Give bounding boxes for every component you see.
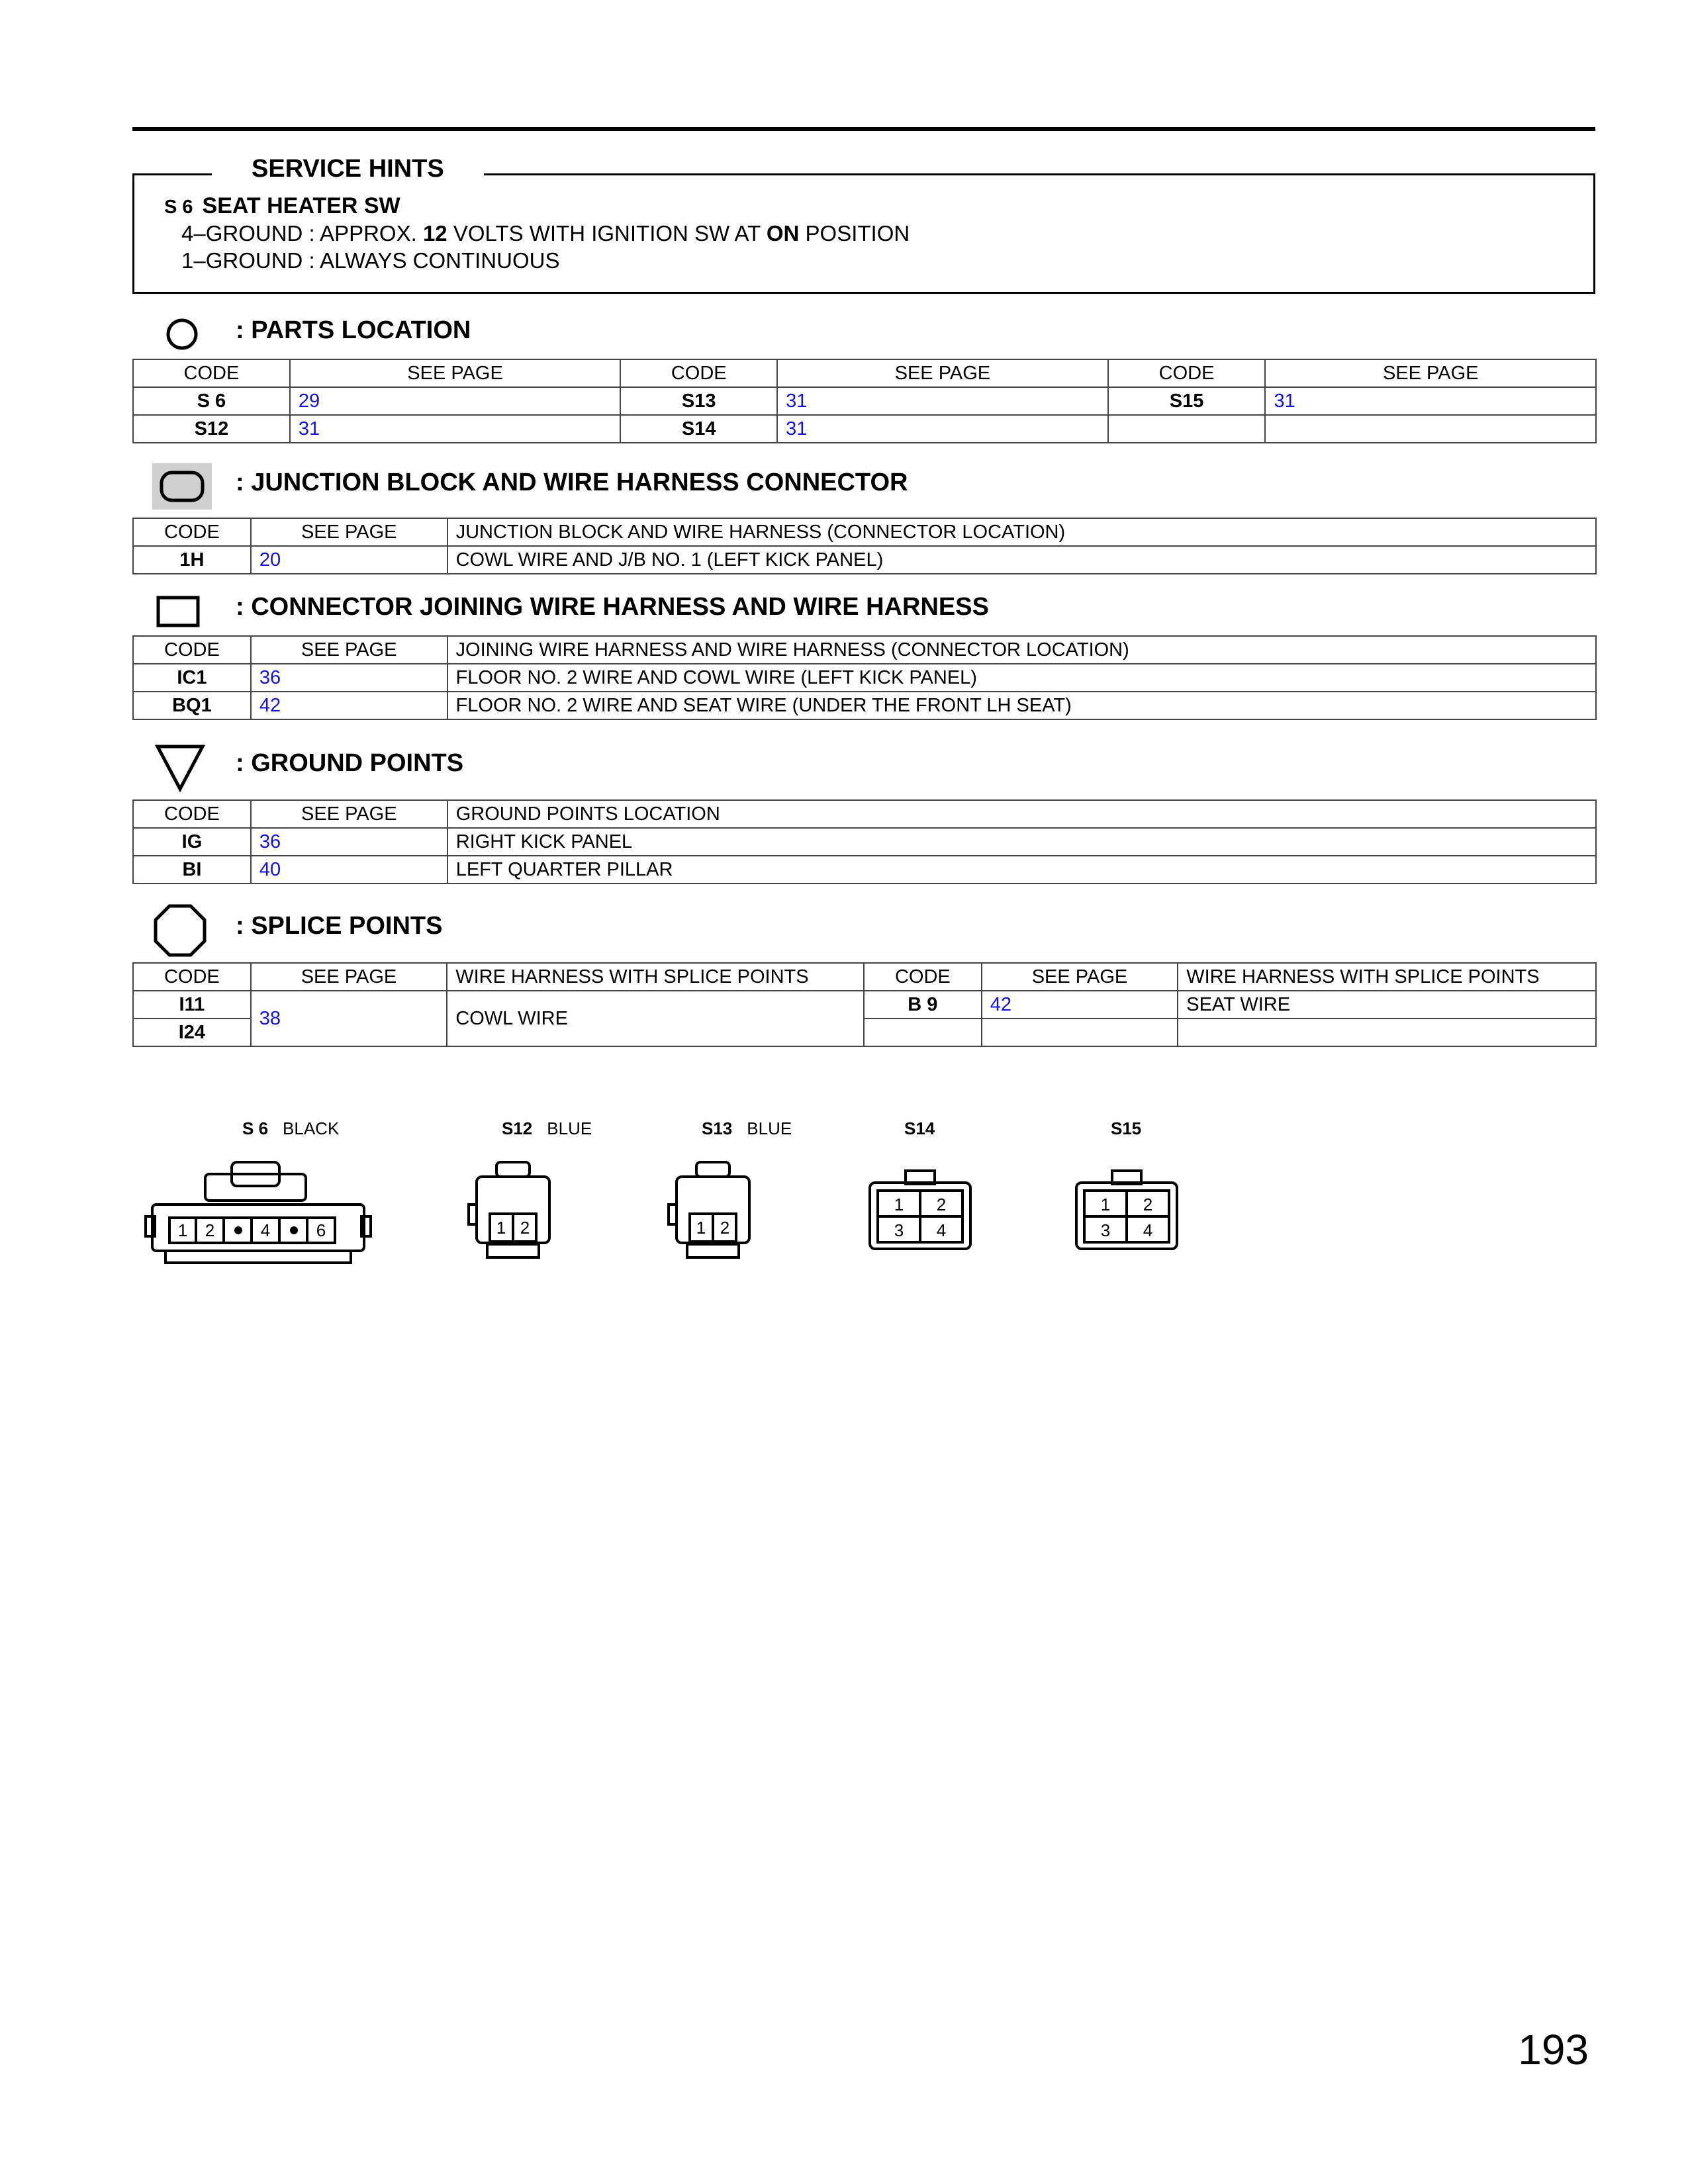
- location-cell: LEFT QUARTER PILLAR: [447, 856, 1596, 884]
- service-hints-title: SERVICE HINTS: [212, 155, 484, 183]
- connector-color: BLACK: [283, 1118, 340, 1138]
- harness-cell: SEAT WIRE: [1178, 991, 1596, 1019]
- pin-label: 4: [260, 1220, 271, 1240]
- table-header-row: [133, 636, 1596, 664]
- location-cell: RIGHT KICK PANEL: [447, 828, 1596, 856]
- pin-label: 4: [1143, 1220, 1153, 1240]
- junction-block-table: [132, 518, 1597, 574]
- splice-points-table: [132, 962, 1597, 1047]
- col-header: CODE: [133, 800, 251, 828]
- connector-code: S15: [1111, 1118, 1142, 1138]
- code-cell: S15: [1108, 387, 1266, 415]
- pin-label: 3: [1100, 1220, 1111, 1240]
- rounded-rect-icon: [152, 463, 212, 510]
- harness-cell: COWL WIRE: [447, 991, 864, 1046]
- pin-label: 6: [316, 1220, 326, 1240]
- code-cell: S 6: [133, 387, 290, 415]
- table-row: [133, 387, 1596, 415]
- col-header: CODE: [133, 636, 251, 664]
- col-header: SEE PAGE: [290, 359, 621, 387]
- ground-points-title: : GROUND POINTS: [236, 749, 464, 777]
- empty-cell: [864, 1019, 982, 1046]
- col-header: WIRE HARNESS WITH SPLICE POINTS: [1178, 963, 1596, 991]
- col-header: SEE PAGE: [251, 636, 447, 664]
- page-link[interactable]: 20: [251, 546, 447, 574]
- code-cell: I24: [133, 1019, 251, 1046]
- parts-location-title: : PARTS LOCATION: [236, 316, 471, 344]
- parts-location-table: [132, 359, 1597, 443]
- hint-line-1-mid: VOLTS WITH IGNITION SW AT: [447, 221, 767, 246]
- top-rule: [132, 127, 1595, 131]
- empty-cell: [1178, 1019, 1596, 1046]
- page-link[interactable]: 31: [290, 415, 621, 443]
- page-number: 193: [1518, 2026, 1589, 2073]
- page-link[interactable]: 29: [290, 387, 621, 415]
- pin-label: 1: [177, 1220, 188, 1240]
- page-link[interactable]: 36: [251, 828, 447, 856]
- pin-label: 1: [496, 1218, 506, 1238]
- connector-s13-label: [702, 1118, 792, 1139]
- code-cell: S12: [133, 415, 290, 443]
- page-link[interactable]: 42: [982, 991, 1178, 1019]
- page-link[interactable]: 31: [777, 415, 1108, 443]
- hint-name: SEAT HEATER SW: [202, 193, 400, 218]
- connector-s14-diagram: [867, 1168, 973, 1254]
- col-header: SEE PAGE: [982, 963, 1178, 991]
- connector-s6-diagram: [146, 1158, 371, 1271]
- code-cell: I11: [133, 991, 251, 1019]
- octagon-icon: [154, 904, 207, 957]
- table-row: [133, 415, 1596, 443]
- col-header: SEE PAGE: [1265, 359, 1596, 387]
- col-header: SEE PAGE: [251, 963, 447, 991]
- connector-code: S13: [702, 1118, 733, 1138]
- pin-label: 4: [936, 1220, 947, 1240]
- table-header-row: [133, 800, 1596, 828]
- hint-line-2: 1–GROUND : ALWAYS CONTINUOUS: [181, 248, 560, 273]
- rectangle-icon: [156, 596, 200, 627]
- col-header: CODE: [1108, 359, 1266, 387]
- connector-s12-label: [502, 1118, 592, 1139]
- table-row: [133, 692, 1596, 719]
- connector-s12-diagram: [463, 1158, 563, 1274]
- table-row: [133, 546, 1596, 574]
- connector-joining-title: : CONNECTOR JOINING WIRE HARNESS AND WIRE HARNESS: [236, 593, 989, 621]
- code-cell: 1H: [133, 546, 251, 574]
- connector-code: S14: [904, 1118, 935, 1138]
- col-header: CODE: [133, 963, 251, 991]
- table-row: [133, 991, 1596, 1019]
- page-link[interactable]: 42: [251, 692, 447, 719]
- col-header: CODE: [133, 359, 290, 387]
- code-cell: [1108, 415, 1266, 443]
- col-header: JOINING WIRE HARNESS AND WIRE HARNESS (CONNECTOR LOCATION): [447, 636, 1596, 664]
- circle-icon: [165, 318, 199, 351]
- table-header-row: [133, 518, 1596, 546]
- page-link[interactable]: 40: [251, 856, 447, 884]
- pin-label: 2: [720, 1218, 730, 1238]
- hint-line-1-voltage: 12: [422, 221, 447, 246]
- splice-points-title: : SPLICE POINTS: [236, 912, 443, 940]
- col-header: WIRE HARNESS WITH SPLICE POINTS: [447, 963, 864, 991]
- code-cell: S13: [620, 387, 777, 415]
- col-header: CODE: [133, 518, 251, 546]
- code-cell: IC1: [133, 664, 251, 692]
- col-header: SEE PAGE: [777, 359, 1108, 387]
- table-header-row: [133, 963, 1596, 991]
- table-row: [133, 856, 1596, 884]
- junction-block-title: : JUNCTION BLOCK AND WIRE HARNESS CONNECTOR: [236, 469, 908, 496]
- connector-color: BLUE: [547, 1118, 592, 1138]
- location-cell: FLOOR NO. 2 WIRE AND SEAT WIRE (UNDER THE FRONT LH SEAT): [447, 692, 1596, 719]
- location-cell: COWL WIRE AND J/B NO. 1 (LEFT KICK PANEL): [447, 546, 1596, 574]
- pin-label: 2: [205, 1220, 215, 1240]
- code-cell: S14: [620, 415, 777, 443]
- code-cell: B 9: [864, 991, 982, 1019]
- code-cell: IG: [133, 828, 251, 856]
- page-link[interactable]: 31: [1265, 387, 1596, 415]
- connector-s14-label: [904, 1118, 949, 1139]
- col-header: JUNCTION BLOCK AND WIRE HARNESS (CONNECTOR LOCATION): [447, 518, 1596, 546]
- col-header: CODE: [620, 359, 777, 387]
- col-header: CODE: [864, 963, 982, 991]
- col-header: SEE PAGE: [251, 800, 447, 828]
- page-link[interactable]: 36: [251, 664, 447, 692]
- connector-color: BLUE: [747, 1118, 792, 1138]
- pin-label: 2: [520, 1218, 530, 1238]
- pin-label: 1: [696, 1218, 706, 1238]
- pin-label: 1: [894, 1195, 904, 1214]
- col-header: SEE PAGE: [251, 518, 447, 546]
- connector-s15-label: [1111, 1118, 1156, 1139]
- hint-line-1-pre: 4–GROUND : APPROX.: [181, 221, 423, 246]
- code-cell: BI: [133, 856, 251, 884]
- connector-code: S 6: [242, 1118, 269, 1138]
- connector-s6-label: [242, 1118, 339, 1139]
- pin-label: 2: [1143, 1195, 1153, 1214]
- table-row: [133, 664, 1596, 692]
- hint-line-1-post: POSITION: [799, 221, 910, 246]
- hint-line-1: [181, 221, 910, 246]
- pin-label: 3: [894, 1220, 904, 1240]
- location-cell: FLOOR NO. 2 WIRE AND COWL WIRE (LEFT KICK PANEL): [447, 664, 1596, 692]
- empty-cell: [982, 1019, 1178, 1046]
- table-header-row: [133, 359, 1596, 387]
- connector-s13-diagram: [663, 1158, 763, 1274]
- pin-label: 2: [936, 1195, 947, 1214]
- hint-header: [164, 193, 400, 219]
- hint-line-1-position: ON: [766, 221, 800, 246]
- ground-points-table: [132, 799, 1597, 884]
- hint-code: S 6: [164, 197, 193, 218]
- connector-joining-table: [132, 635, 1597, 720]
- page-link: [1265, 415, 1596, 443]
- page-link[interactable]: 31: [777, 387, 1108, 415]
- pin-label: 1: [1100, 1195, 1111, 1214]
- connector-code: S12: [502, 1118, 533, 1138]
- triangle-icon: [155, 744, 205, 792]
- page-link[interactable]: 38: [251, 991, 447, 1046]
- connector-s15-diagram: [1074, 1168, 1180, 1254]
- table-row: [133, 828, 1596, 856]
- col-header: GROUND POINTS LOCATION: [447, 800, 1596, 828]
- code-cell: BQ1: [133, 692, 251, 719]
